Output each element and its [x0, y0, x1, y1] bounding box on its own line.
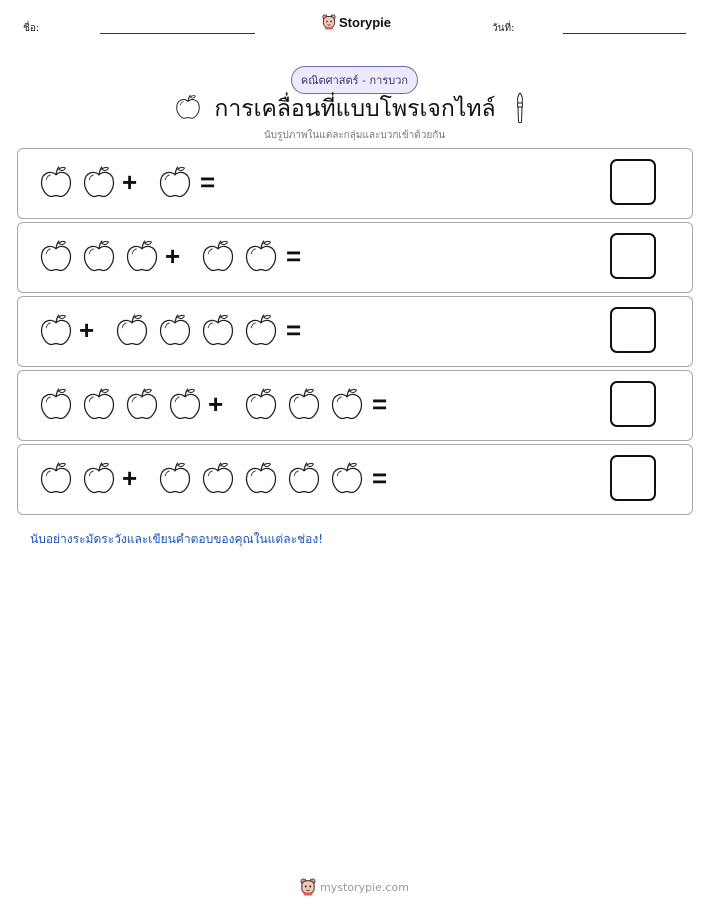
date-write-line: [563, 33, 686, 34]
answer-box[interactable]: [610, 381, 656, 427]
apple-icon: [81, 237, 117, 275]
plus-sign: +: [208, 389, 224, 419]
apple-icon: [114, 311, 150, 349]
apple-icon: [38, 237, 74, 275]
name-write-line: [100, 33, 255, 34]
instruction-text: นับอย่างระมัดระวังและเขียนคำตอบของคุณในแต่ละช่อง!: [30, 532, 324, 546]
subject-badge: คณิตศาสตร์ - การบวก: [291, 66, 418, 94]
brand-name: Storypie: [339, 14, 392, 30]
apple-icon: [243, 311, 279, 349]
apple-icon: [200, 459, 236, 497]
apple-icon: [157, 459, 193, 497]
apple-icon: [329, 385, 365, 423]
date-label: วันที่:: [492, 23, 515, 34]
equals-sign: =: [286, 241, 302, 271]
apple-icon: [81, 385, 117, 423]
apple-icon: [38, 163, 74, 201]
problem-row: [17, 444, 693, 515]
page-title: การเคลื่อนที่แบบโพรเจกไทล์: [214, 96, 496, 122]
plus-sign: +: [122, 167, 138, 197]
apple-icon: [81, 459, 117, 497]
apple-icon: [243, 237, 279, 275]
equals-sign: =: [372, 389, 388, 419]
apple-icon: [38, 311, 74, 349]
equals-sign: =: [286, 315, 302, 345]
storypie-logo-icon: [300, 878, 316, 896]
worksheet-header: [0, 14, 709, 42]
answer-box[interactable]: [610, 455, 656, 501]
apple-icon: [38, 385, 74, 423]
apple-icon: [124, 237, 160, 275]
problem-row: [17, 148, 693, 219]
plus-sign: +: [122, 463, 138, 493]
apple-icon: [81, 163, 117, 201]
apple-icon: [286, 385, 322, 423]
name-label: ชื่อ:: [23, 23, 40, 34]
equals-sign: =: [200, 167, 216, 197]
apple-icon: [243, 459, 279, 497]
apple-icon: [167, 385, 203, 423]
answer-box[interactable]: [610, 233, 656, 279]
apple-icon: [200, 311, 236, 349]
paintbrush-icon: [513, 92, 527, 124]
problem-row: [17, 222, 693, 293]
apple-icon: [286, 459, 322, 497]
footer: [0, 878, 709, 896]
problem-row: [17, 296, 693, 367]
apple-icon: [243, 385, 279, 423]
plus-sign: +: [79, 315, 95, 345]
title-row: [0, 92, 709, 126]
equals-sign: =: [372, 463, 388, 493]
footer-url: mystorypie.com: [320, 880, 409, 894]
answer-box[interactable]: [610, 307, 656, 353]
apple-icon: [38, 459, 74, 497]
plus-sign: +: [165, 241, 181, 271]
answer-box[interactable]: [610, 159, 656, 205]
apple-icon: [124, 385, 160, 423]
apple-icon: [200, 237, 236, 275]
problem-row: [17, 370, 693, 441]
apple-icon: [329, 459, 365, 497]
brand: [322, 14, 391, 30]
storypie-logo-icon: [322, 14, 336, 30]
apple-icon: [157, 163, 193, 201]
subtitle: นับรูปภาพในแต่ละกลุ่มและบวกเข้าด้วยกัน: [263, 130, 446, 141]
apple-icon: [174, 92, 202, 122]
problem-list: [17, 148, 693, 518]
apple-icon: [157, 311, 193, 349]
